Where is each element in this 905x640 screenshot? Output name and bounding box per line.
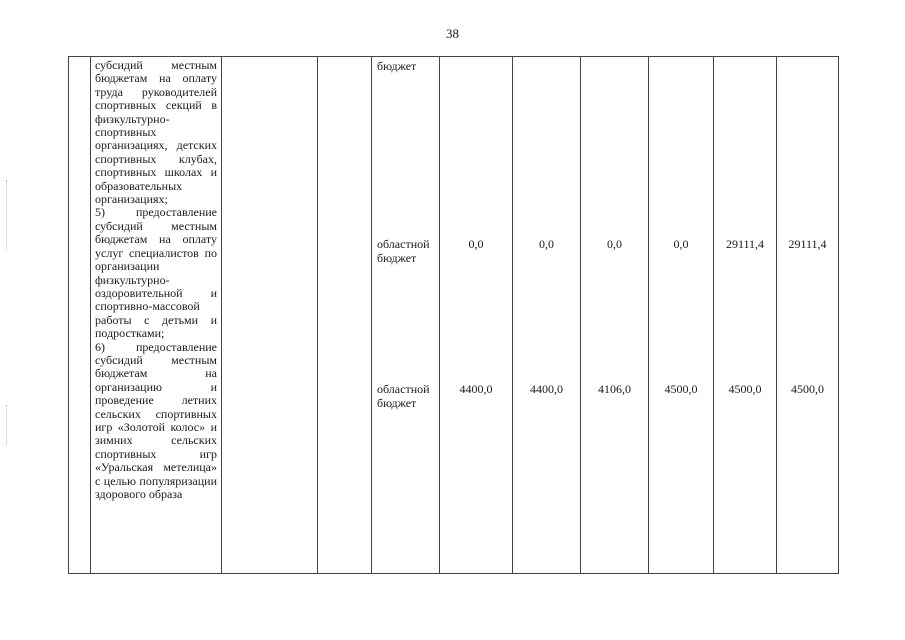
funding-source-label: областной бюджет [377, 382, 430, 410]
year-value-cell [714, 57, 777, 574]
funding-value: 4106,0 [598, 382, 631, 396]
number-cell [69, 57, 91, 574]
funding-value: 4400,0 [459, 382, 493, 396]
year-value-cell [777, 57, 839, 574]
funding-value: 0,0 [539, 237, 554, 251]
funding-value: 4500,0 [728, 382, 762, 396]
funding-value: 29111,4 [788, 237, 827, 251]
funding-value: 0,0 [607, 237, 622, 251]
funding-value: 4400,0 [530, 382, 563, 396]
program-table [68, 56, 839, 574]
year-value-cell [581, 57, 649, 574]
funding-source-cell [372, 57, 440, 574]
description-paragraph: субсидий местным бюджетам на оплату труда руководителей спортивных секций в физкультурно-спортивных организациях, детских спортивных клубах, спортивных школах и образовательных организациях; [95, 58, 217, 207]
funding-source-label: бюджет [377, 59, 417, 73]
year-value-cell [440, 57, 513, 574]
year-value-cell [649, 57, 714, 574]
description-paragraph: 5) предоставление субсидий местным бюджетам на оплату услуг специалистов по организации физкультурно-оздоровительной и спортивно-массовой работы с детьми и подростками; [95, 205, 217, 341]
funding-value: 4500,0 [664, 382, 698, 396]
year-value-cell [513, 57, 581, 574]
description-cell [91, 57, 222, 574]
funding-value: 0,0 [673, 237, 689, 251]
funding-value: 4500,0 [791, 382, 824, 396]
scan-artifact [6, 405, 8, 445]
page-number: 38 [446, 26, 459, 41]
description-paragraph: 6) предоставление субсидий местным бюджетам на организацию и проведение летних сельских спортивных игр «Золотой колос» и зимних сельских спортивных игр «Уральская метелица» с целью популяризации здорового образа [95, 339, 217, 501]
funding-value: 29111,4 [725, 237, 765, 251]
funding-value: 0,0 [468, 237, 484, 251]
executor-cell [222, 57, 318, 574]
period-cell [318, 57, 372, 574]
funding-source-label: областной бюджет [377, 237, 430, 265]
scan-artifact [6, 180, 8, 250]
